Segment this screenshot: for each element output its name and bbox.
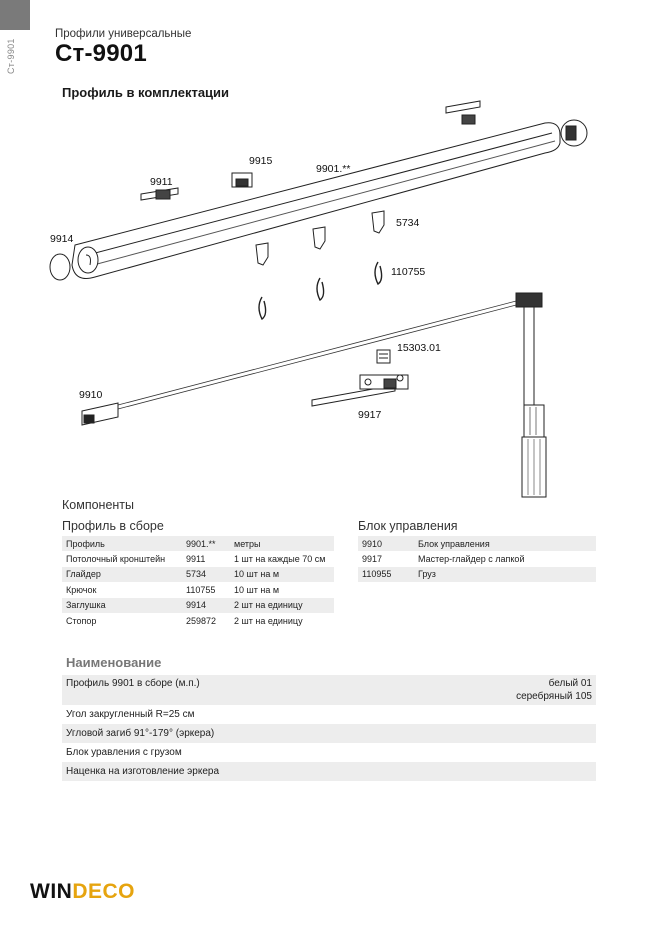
label-9910: 9910 xyxy=(79,389,103,401)
table-row xyxy=(358,551,596,566)
cell-code: 9910 xyxy=(358,536,414,551)
naming-row xyxy=(62,743,596,762)
variant-white: белый 01 xyxy=(548,678,592,689)
label-15303: 15303.01 xyxy=(397,342,441,354)
assembled-profile-heading: Профиль в сборе xyxy=(62,519,164,533)
part-15303 xyxy=(377,350,390,363)
logo-part-win: WIN xyxy=(30,880,73,903)
table-row xyxy=(62,551,334,566)
page-title: Ст-9901 xyxy=(55,40,147,67)
naming-name: Профиль 9901 в сборе (м.п.) xyxy=(66,678,200,689)
naming-name: Блок уравления с грузом xyxy=(66,747,182,758)
table-row xyxy=(62,582,334,597)
cell-name: Блок управления xyxy=(414,536,596,551)
label-9911: 9911 xyxy=(150,176,173,188)
cell-qty: 1 шт на каждые 70 см xyxy=(234,554,326,565)
naming-name: Угловой загиб 91°-179° (эркера) xyxy=(66,728,215,739)
cell-code: 9901.** xyxy=(182,536,230,551)
label-9915: 9915 xyxy=(249,155,273,167)
cell-name: Крючок xyxy=(66,584,97,595)
cell-qty: 2 шт на единицу xyxy=(230,598,334,613)
logo-part-deco: DECO xyxy=(72,880,136,903)
naming-row xyxy=(62,705,596,724)
cell-code: 110955 xyxy=(358,567,414,582)
cell-name: Стопор xyxy=(66,615,97,626)
master-glider-9917 xyxy=(312,375,408,406)
cell-name: Глайдер xyxy=(62,567,182,582)
components-heading: Компоненты xyxy=(62,498,135,512)
bracket-9911 xyxy=(141,188,178,200)
table-row xyxy=(62,598,334,613)
cell-qty: 10 шт на м xyxy=(234,584,280,595)
assembled-profile-table xyxy=(62,536,334,628)
part-9915 xyxy=(232,173,252,187)
cell-qty: метры xyxy=(230,536,334,551)
cell-name: Груз xyxy=(414,567,596,582)
cell-name: Профиль xyxy=(62,536,182,551)
naming-heading: Наименование xyxy=(66,655,162,670)
cell-qty: 10 шт на м xyxy=(230,567,334,582)
naming-row xyxy=(62,724,596,743)
side-code: Ст-9901 xyxy=(6,38,16,74)
naming-name: Наценка на изготовление эркера xyxy=(66,766,220,777)
control-block-9910 xyxy=(82,403,118,425)
cell-code: 259872 xyxy=(186,615,217,626)
label-9914: 9914 xyxy=(50,233,74,245)
label-5734: 5734 xyxy=(396,217,420,229)
weight-cord xyxy=(516,293,546,497)
naming-row xyxy=(62,675,596,705)
table-row xyxy=(62,613,334,628)
control-unit-table xyxy=(358,536,596,582)
control-unit-heading: Блок управления xyxy=(358,519,458,533)
label-9901: 9901.** xyxy=(316,163,351,175)
cell-code: 9911 xyxy=(186,554,206,565)
profile-rail xyxy=(72,123,560,279)
cell-code: 9917 xyxy=(362,554,383,565)
cell-name: Мастер-глайдер с лапкой xyxy=(418,554,525,565)
label-9917: 9917 xyxy=(358,409,382,421)
table-row xyxy=(62,536,334,551)
naming-table xyxy=(62,675,596,781)
windeco-logo xyxy=(30,880,135,904)
naming-name: Угол закругленный R=25 см xyxy=(66,709,195,720)
bracket-top xyxy=(446,101,480,124)
table-row xyxy=(358,567,596,582)
section-heading: Профиль в комплектации xyxy=(62,85,230,100)
cell-name: Заглушка xyxy=(62,598,182,613)
table-row xyxy=(62,567,334,582)
page-subtitle: Профили универсальные xyxy=(55,28,192,40)
variant-silver: серебряный 105 xyxy=(516,691,592,702)
naming-row xyxy=(62,762,596,781)
cell-qty: 2 шт на единицу xyxy=(234,615,303,626)
corner-tab xyxy=(0,0,30,30)
cell-code: 110755 xyxy=(186,584,216,595)
cell-code: 5734 xyxy=(182,567,230,582)
product-diagram xyxy=(0,95,660,505)
cell-code: 9914 xyxy=(182,598,230,613)
end-cap-right xyxy=(561,120,587,146)
naming-variants xyxy=(516,677,592,703)
cord-line xyxy=(118,300,520,409)
hooks xyxy=(259,262,382,319)
label-110755: 110755 xyxy=(391,266,426,278)
cell-name: Потолочный кронштейн xyxy=(66,554,166,565)
table-row xyxy=(358,536,596,551)
